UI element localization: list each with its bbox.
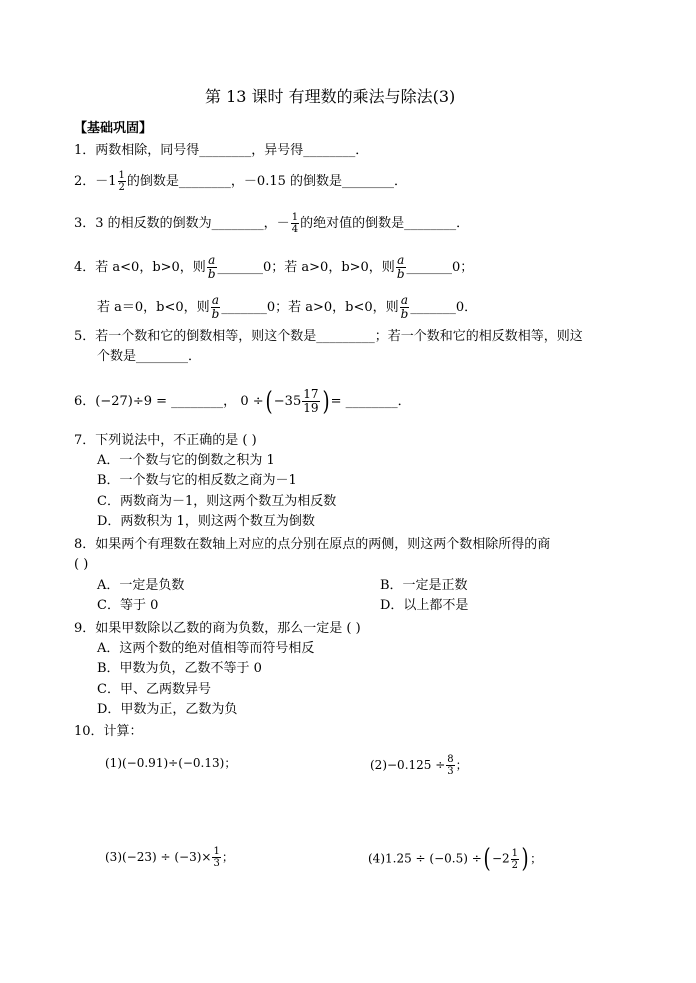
question-10-part-3: (3)(−23) ÷ (−3)× $\frac{1}{3}$ ；: [105, 846, 234, 869]
question-7-stem: 7．下列说法中，不正确的是 ( ): [74, 433, 257, 448]
section-heading: 【基础巩固】: [74, 121, 153, 136]
question-5-line-2: 个数是________．: [97, 349, 202, 364]
question-8-option-b: B．一定是正数: [380, 578, 468, 593]
question-7-option-a: A．一个数与它的倒数之积为 1: [97, 453, 275, 468]
question-10-stem: 10．计算：: [74, 724, 143, 739]
question-10-part-4: (4)1.25 ÷ (−0.5) ÷( −2 $\frac{1}{2}$ ) ；: [368, 844, 543, 874]
question-7-option-b: B．一个数与它的相反数之商为－1: [97, 473, 297, 488]
question-10-part-1: (1)(−0.91)÷(−0.13)；: [105, 756, 237, 770]
question-9-option-a: A．这两个数的绝对值相等而符号相反: [97, 641, 315, 656]
question-6: 6．(−27)÷9 = ________， 0 ÷( −35 $\frac{17}{19}$ ) = ________．: [74, 386, 411, 417]
question-7-option-c: C．两数商为－1，则这两个数互为相反数: [97, 494, 337, 509]
question-10-part-2: (2)−0.125 ÷ $\frac{8}{3}$ ；: [370, 754, 468, 777]
question-9-option-b: B．甲数为负，乙数不等于 0: [97, 661, 262, 676]
page-title: 第 13 课时 有理数的乘法与除法(3): [205, 87, 456, 106]
question-8-option-c: C．等于 0: [97, 598, 159, 613]
question-5-line-1: 5．若一个数和它的倒数相等，则这个数是_________；若一个数和它的相反数相等，则这: [74, 329, 583, 344]
question-9-option-c: C．甲、乙两数异号: [97, 682, 211, 697]
question-9-stem: 9．如果甲数除以乙数的商为负数，那么一定是 ( ): [74, 621, 361, 636]
question-8-stem: 8．如果两个有理数在数轴上对应的点分别在原点的两侧，则这两个数相除所得的商: [74, 537, 551, 552]
question-4-line-2: 若 a＝0，b<0，则 $\frac{a}{b}$ _______0；若 a>0，b<0，则 $\frac{a}{b}$ _______0．: [97, 293, 478, 321]
question-1: 1．两数相除，同号得________，异号得________．: [74, 143, 369, 158]
question-2: 2．－1 $\frac{1}{2}$ 的倒数是________，－0.15 的倒数是________．: [74, 170, 407, 193]
question-4-line-1: 4．若 a<0，b>0，则 $\frac{a}{b}$ _______0；若 a>0，b>0，则 $\frac{a}{b}$ _______0；: [74, 253, 474, 281]
question-3: 3．3 的相反数的倒数为________，－ $\frac{1}{4}$ 的绝对值的倒数是________．: [74, 212, 470, 235]
question-7-option-d: D．两数积为 1，则这两个数互为倒数: [97, 514, 315, 529]
question-8-paren: ( ): [74, 557, 89, 572]
question-9-option-d: D．甲数为正，乙数为负: [97, 702, 238, 717]
question-8-option-a: A．一定是负数: [97, 578, 185, 593]
question-8-option-d: D．以上都不是: [380, 598, 469, 613]
